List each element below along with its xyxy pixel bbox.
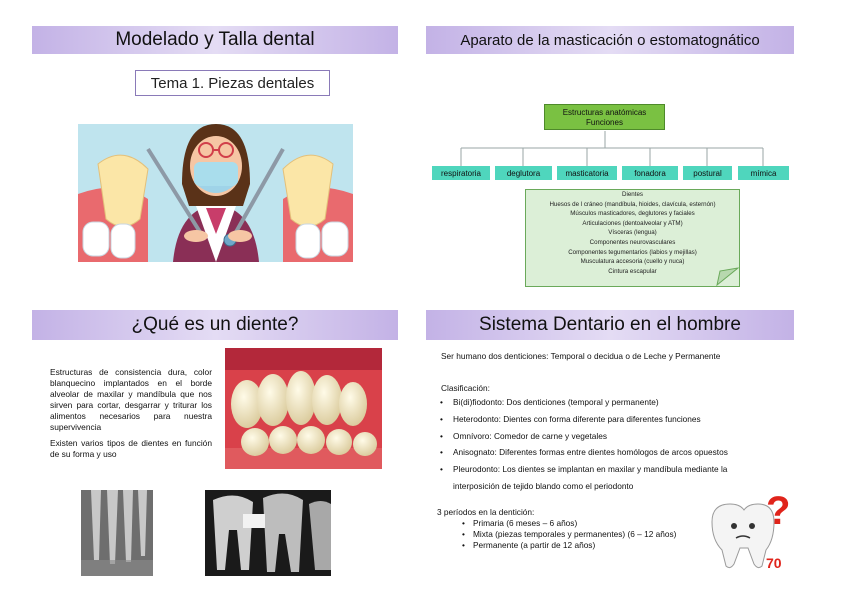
question-mark: ?: [766, 489, 791, 533]
structure-item: Articulaciones (dentoalveolar y ATM): [582, 219, 683, 227]
classification-item: • Omnívoro: Comedor de carne y vegetales: [441, 431, 607, 441]
xray-image-2: [205, 490, 331, 576]
structure-item: Huesos de l cráneo (mandíbula, hioides, clavícula, esternón): [549, 200, 716, 208]
structures-note: [525, 189, 740, 287]
classification-item: • Bi(di)fiodonto: Dos denticiones (temporal y permanente): [441, 397, 659, 407]
slide4-title: Sistema Dentario en el hombre: [479, 314, 741, 335]
function-node: fonadora: [622, 166, 678, 180]
period-item: • Permanente (a partir de 12 años): [462, 540, 595, 550]
periods-heading: 3 períodos en la dentición:: [437, 507, 535, 517]
dentition-intro: Ser humano dos denticiones: Temporal o decidua o de Leche y Permanente: [441, 351, 721, 361]
tooth-number: 70: [766, 555, 782, 571]
period-item: • Mixta (piezas temporales y permanentes) (6 – 12 años): [462, 529, 676, 539]
function-node: deglutora: [495, 166, 552, 180]
slide4-title-banner: [426, 310, 794, 340]
structure-item: Vísceras (lengua): [608, 229, 657, 237]
slide1-title: Modelado y Talla dental: [115, 29, 315, 50]
function-node: postural: [683, 166, 732, 180]
xray-image-1: [81, 490, 153, 576]
classification-item: • Pleurodonto: Los dientes se implantan en maxilar y mandíbula mediante la: [441, 464, 727, 474]
root-node: [544, 104, 665, 130]
function-node: respiratoria: [432, 166, 490, 180]
structure-item: Componentes tegumentarios (labios y mejillas): [568, 248, 697, 256]
function-node: masticatoria: [557, 166, 617, 180]
teeth-photo: [225, 348, 382, 469]
slide1-subtitle: Tema 1. Piezas dentales: [150, 74, 315, 92]
classification-item: • Anisognato: Diferentes formas entre dientes homólogos de arcos opuestos: [441, 447, 728, 457]
function-node: mímica: [738, 166, 789, 180]
period-item: • Primaria (6 meses – 6 años): [462, 518, 577, 528]
root-node-line2: Funciones: [586, 118, 623, 127]
tooth-types-note: Existen varios tipos de dientes en función de su forma y uso: [50, 438, 212, 459]
tooth-definition: Estructuras de consistencia dura, color blanquecino implantados en el borde alveolar de maxilar y mandíbula que nos sirven para cortar, desgarrar y triturar los alimentos necesarios para nuestra supervivencia: [50, 367, 212, 432]
root-node-line1: Estructuras anatómicas: [562, 108, 647, 117]
note-folded-corner: [716, 267, 739, 286]
classification-heading: Clasificación:: [441, 383, 490, 393]
structure-item: Cintura escapular: [608, 267, 657, 275]
structure-item: Componentes neurovasculares: [589, 238, 676, 246]
slide2-title: Aparato de la masticación o estomatognático: [460, 31, 760, 49]
classification-item-continuation: interposición de tejido blando como el periodonto: [453, 481, 634, 491]
slide3-title-banner: [32, 310, 398, 340]
tooth-character-icon: [704, 484, 792, 572]
structure-item: Dientes: [622, 191, 643, 198]
slide3-title: ¿Qué es un diente?: [131, 314, 299, 335]
classification-item: • Heterodonto: Dientes con forma diferente para diferentes funciones: [441, 414, 701, 424]
structure-item: Musculatura accesoria (cuello y nuca): [580, 258, 685, 266]
structure-item: Músculos masticadores, deglutores y faciales: [570, 210, 695, 218]
